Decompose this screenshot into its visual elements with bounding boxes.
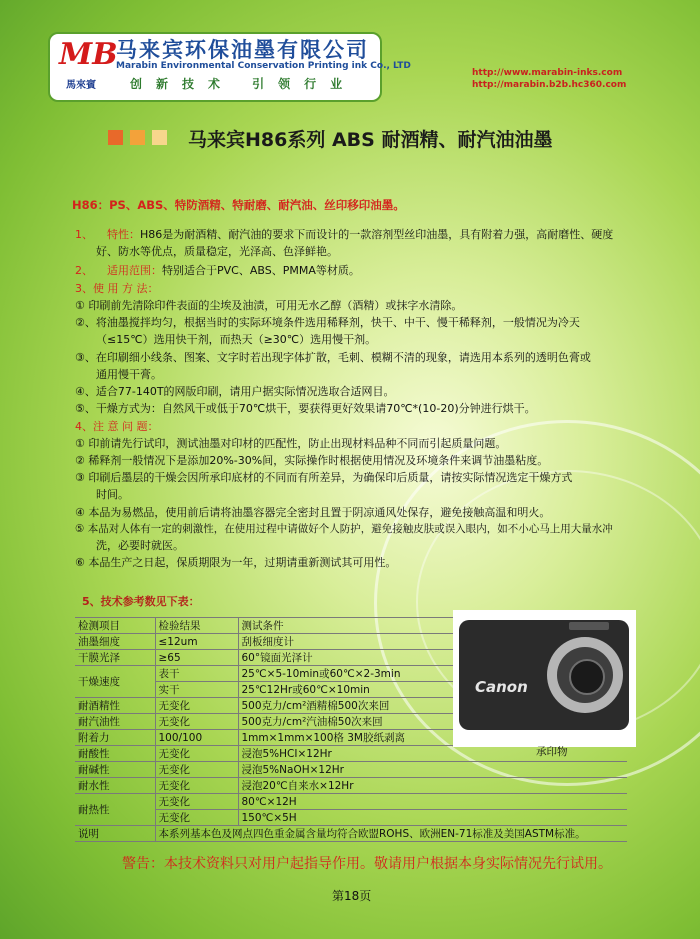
table-cell: 150℃×5H — [238, 810, 627, 826]
logo-mark: MB — [59, 37, 118, 72]
table-header-cell: 检测项目 — [75, 618, 155, 634]
table-row — [75, 810, 627, 826]
header — [0, 0, 700, 105]
table-cell: 浸泡5%NaOH×12Hr — [238, 762, 627, 778]
camera-lens-glass — [569, 659, 605, 695]
table-cell: 1mm×1mm×100格 3M胶纸剥离 — [238, 730, 627, 746]
table-cell: 无变化 — [155, 762, 238, 778]
table-cell: 500克力/cm²汽油棉50次来回 — [238, 714, 627, 730]
table-cell: 耐热性 — [75, 794, 155, 826]
note-5-cont: 洗，必要时就医。 — [96, 539, 184, 552]
usage-2: ②、将油墨搅拌均匀，根据当时的实际环境条件选用稀释剂，快干、中干、慢干稀释剂，一般情况为冷天 — [75, 316, 580, 329]
table-row — [75, 794, 627, 810]
section-3-title: 3、使 用 方 法： — [75, 282, 159, 295]
table-cell: 500克力/cm²酒精棉500次来回 — [238, 698, 627, 714]
table-cell: 无变化 — [155, 714, 238, 730]
product-photo — [453, 610, 636, 747]
note-1: ① 印前请先行试印，测试油墨对印材的匹配性，防止出现材料品种不同而引起质量问题。 — [75, 437, 507, 450]
table-cell: 干膜光泽 — [75, 650, 155, 666]
usage-2-cont: （≤15℃）选用快干剂，而热天（≥30℃）选用慢干剂。 — [96, 333, 377, 346]
table-cell: 25℃12Hr或60℃×10min — [238, 682, 627, 698]
table-cell: ≤12um — [155, 634, 238, 650]
square-icon-3 — [152, 130, 167, 145]
note-3-cont: 时间。 — [96, 488, 129, 501]
usage-1: ① 印刷前先清除印件表面的尘埃及油渍，可用无水乙醇（酒精）或抹字水清除。 — [75, 299, 463, 312]
table-cell: 60°镜面光泽计 — [238, 650, 627, 666]
section-1-text-2: 好、防水等优点，质量稳定，光泽高、色泽鲜艳。 — [96, 245, 338, 258]
intro-line: H86：PS、ABS、特防酒精、特耐磨、耐汽油、丝印移印油墨。 — [72, 198, 405, 212]
table-cell: 表干 — [155, 666, 238, 682]
usage-4: ④、适合77-140T的网版印刷，请用户据实际情况选取合适网目。 — [75, 385, 395, 398]
note-3: ③ 印刷后墨层的干燥会因所承印底材的不同而有所差异，为确保印后质量，请按实际情况选定干燥方式 — [75, 471, 573, 484]
photo-caption: 承印物 — [536, 746, 568, 758]
section-4-title: 4、注 意 问 题： — [75, 420, 159, 433]
table-cell: 刮板细度计 — [238, 634, 627, 650]
section-2-text: 特别适合于PVC、ABS、PMMA等材质。 — [162, 264, 360, 277]
square-icon-2 — [130, 130, 145, 145]
table-cell: 实干 — [155, 682, 238, 698]
table-cell: 耐酒精性 — [75, 698, 155, 714]
table-header-cell: 测试条件 — [238, 618, 627, 634]
usage-3-cont: 通用慢干膏。 — [96, 368, 162, 381]
table-cell: 耐汽油性 — [75, 714, 155, 730]
table-cell: ≥65 — [155, 650, 238, 666]
website-link[interactable]: http://www.marabin-inks.com — [472, 68, 623, 78]
square-icon-1 — [108, 130, 123, 145]
table-cell: 耐水性 — [75, 778, 155, 794]
table-cell: 浸泡5%HCI×12Hr — [238, 746, 627, 762]
table-cell: 100/100 — [155, 730, 238, 746]
table-cell: 无变化 — [155, 778, 238, 794]
table-cell: 浸泡20℃自来水×12Hr — [238, 778, 627, 794]
section-1-text: H86是为耐酒精、耐汽油的要求下而设计的一款溶剂型丝印油墨，具有附着力强，高耐磨性、硬度 — [140, 228, 614, 241]
table-cell: 耐酸性 — [75, 746, 155, 762]
table-header-cell: 检验结果 — [155, 618, 238, 634]
page-number: 第18页 — [332, 889, 372, 903]
note-4: ④ 本品为易燃品，使用前后请将油墨容器完全密封且置于阴凉通风处保存，避免接触高温和明火。 — [75, 506, 551, 519]
camera-brand: Canon — [475, 678, 528, 696]
table-cell: 附着力 — [75, 730, 155, 746]
note-5: ⑤ 本品对人体有一定的刺激性，在使用过程中请做好个人防护，避免接触皮肤或误入眼内，如不小心马上用大量水冲 — [75, 523, 613, 535]
camera-image — [459, 620, 629, 730]
page-title: 马来宾H86系列 ABS 耐酒精、耐汽油油墨 — [188, 129, 553, 151]
table-row — [75, 762, 627, 778]
section-1-label: 特性： — [107, 228, 140, 241]
warning-text: 警告：本技术资料只对用户起指导作用。敬请用户根据本身实际情况先行试用。 — [122, 856, 612, 872]
table-cell: 无变化 — [155, 794, 238, 810]
table-cell: 80℃×12H — [238, 794, 627, 810]
table-row — [75, 826, 627, 842]
section-2-label: 适用范围： — [107, 264, 162, 277]
section-5-title: 5、技术参考数见下表： — [82, 595, 200, 608]
company-slogan: 创新技术 引领行业 — [130, 77, 357, 91]
company-logo — [57, 36, 118, 94]
b2b-link[interactable]: http://marabin.b2b.hc360.com — [472, 80, 627, 90]
company-name-en: Marabin Environmental Conservation Printing ink Co., LTD — [116, 61, 411, 71]
table-cell: 无变化 — [155, 810, 238, 826]
table-row — [75, 778, 627, 794]
note-6: ⑥ 本品生产之日起，保质期限为一年，过期请重新测试其可用性。 — [75, 556, 397, 569]
table-cell: 无变化 — [155, 746, 238, 762]
section-1 — [75, 227, 613, 242]
table-cell: 无变化 — [155, 698, 238, 714]
company-name-cn: 马来宾环保油墨有限公司 — [116, 38, 369, 62]
camera-top — [569, 622, 609, 630]
note-2: ② 稀释剂一般情况下是添加20%-30%间，实际操作时根据使用情况及环境条件来调节油墨粘度。 — [75, 454, 549, 467]
table-cell: 说明 — [75, 826, 155, 842]
section-2 — [75, 263, 360, 278]
usage-5: ⑤、干燥方式为：自然风干或低于70℃烘干，要获得更好效果请70℃*(10-20)分钟进行烘干。 — [75, 402, 536, 415]
section-1-number: 1、 — [75, 228, 93, 241]
table-cell: 干燥速度 — [75, 666, 155, 698]
logo-text: 馬來賓 — [66, 80, 96, 91]
table-cell: 耐碱性 — [75, 762, 155, 778]
section-2-number: 2、 — [75, 264, 93, 277]
table-cell: 本系列基本色及网点四色重金属含量均符合欧盟ROHS、欧洲EN-71标准及美国ASTM标准。 — [155, 826, 627, 842]
table-cell: 25℃×5-10min或60℃×2-3min — [238, 666, 627, 682]
table-cell: 油墨细度 — [75, 634, 155, 650]
usage-3: ③、在印刷细小线条、图案、文字时若出现字体扩散，毛刺、模糊不清的现象，请选用本系列的透明色膏或 — [75, 351, 591, 364]
